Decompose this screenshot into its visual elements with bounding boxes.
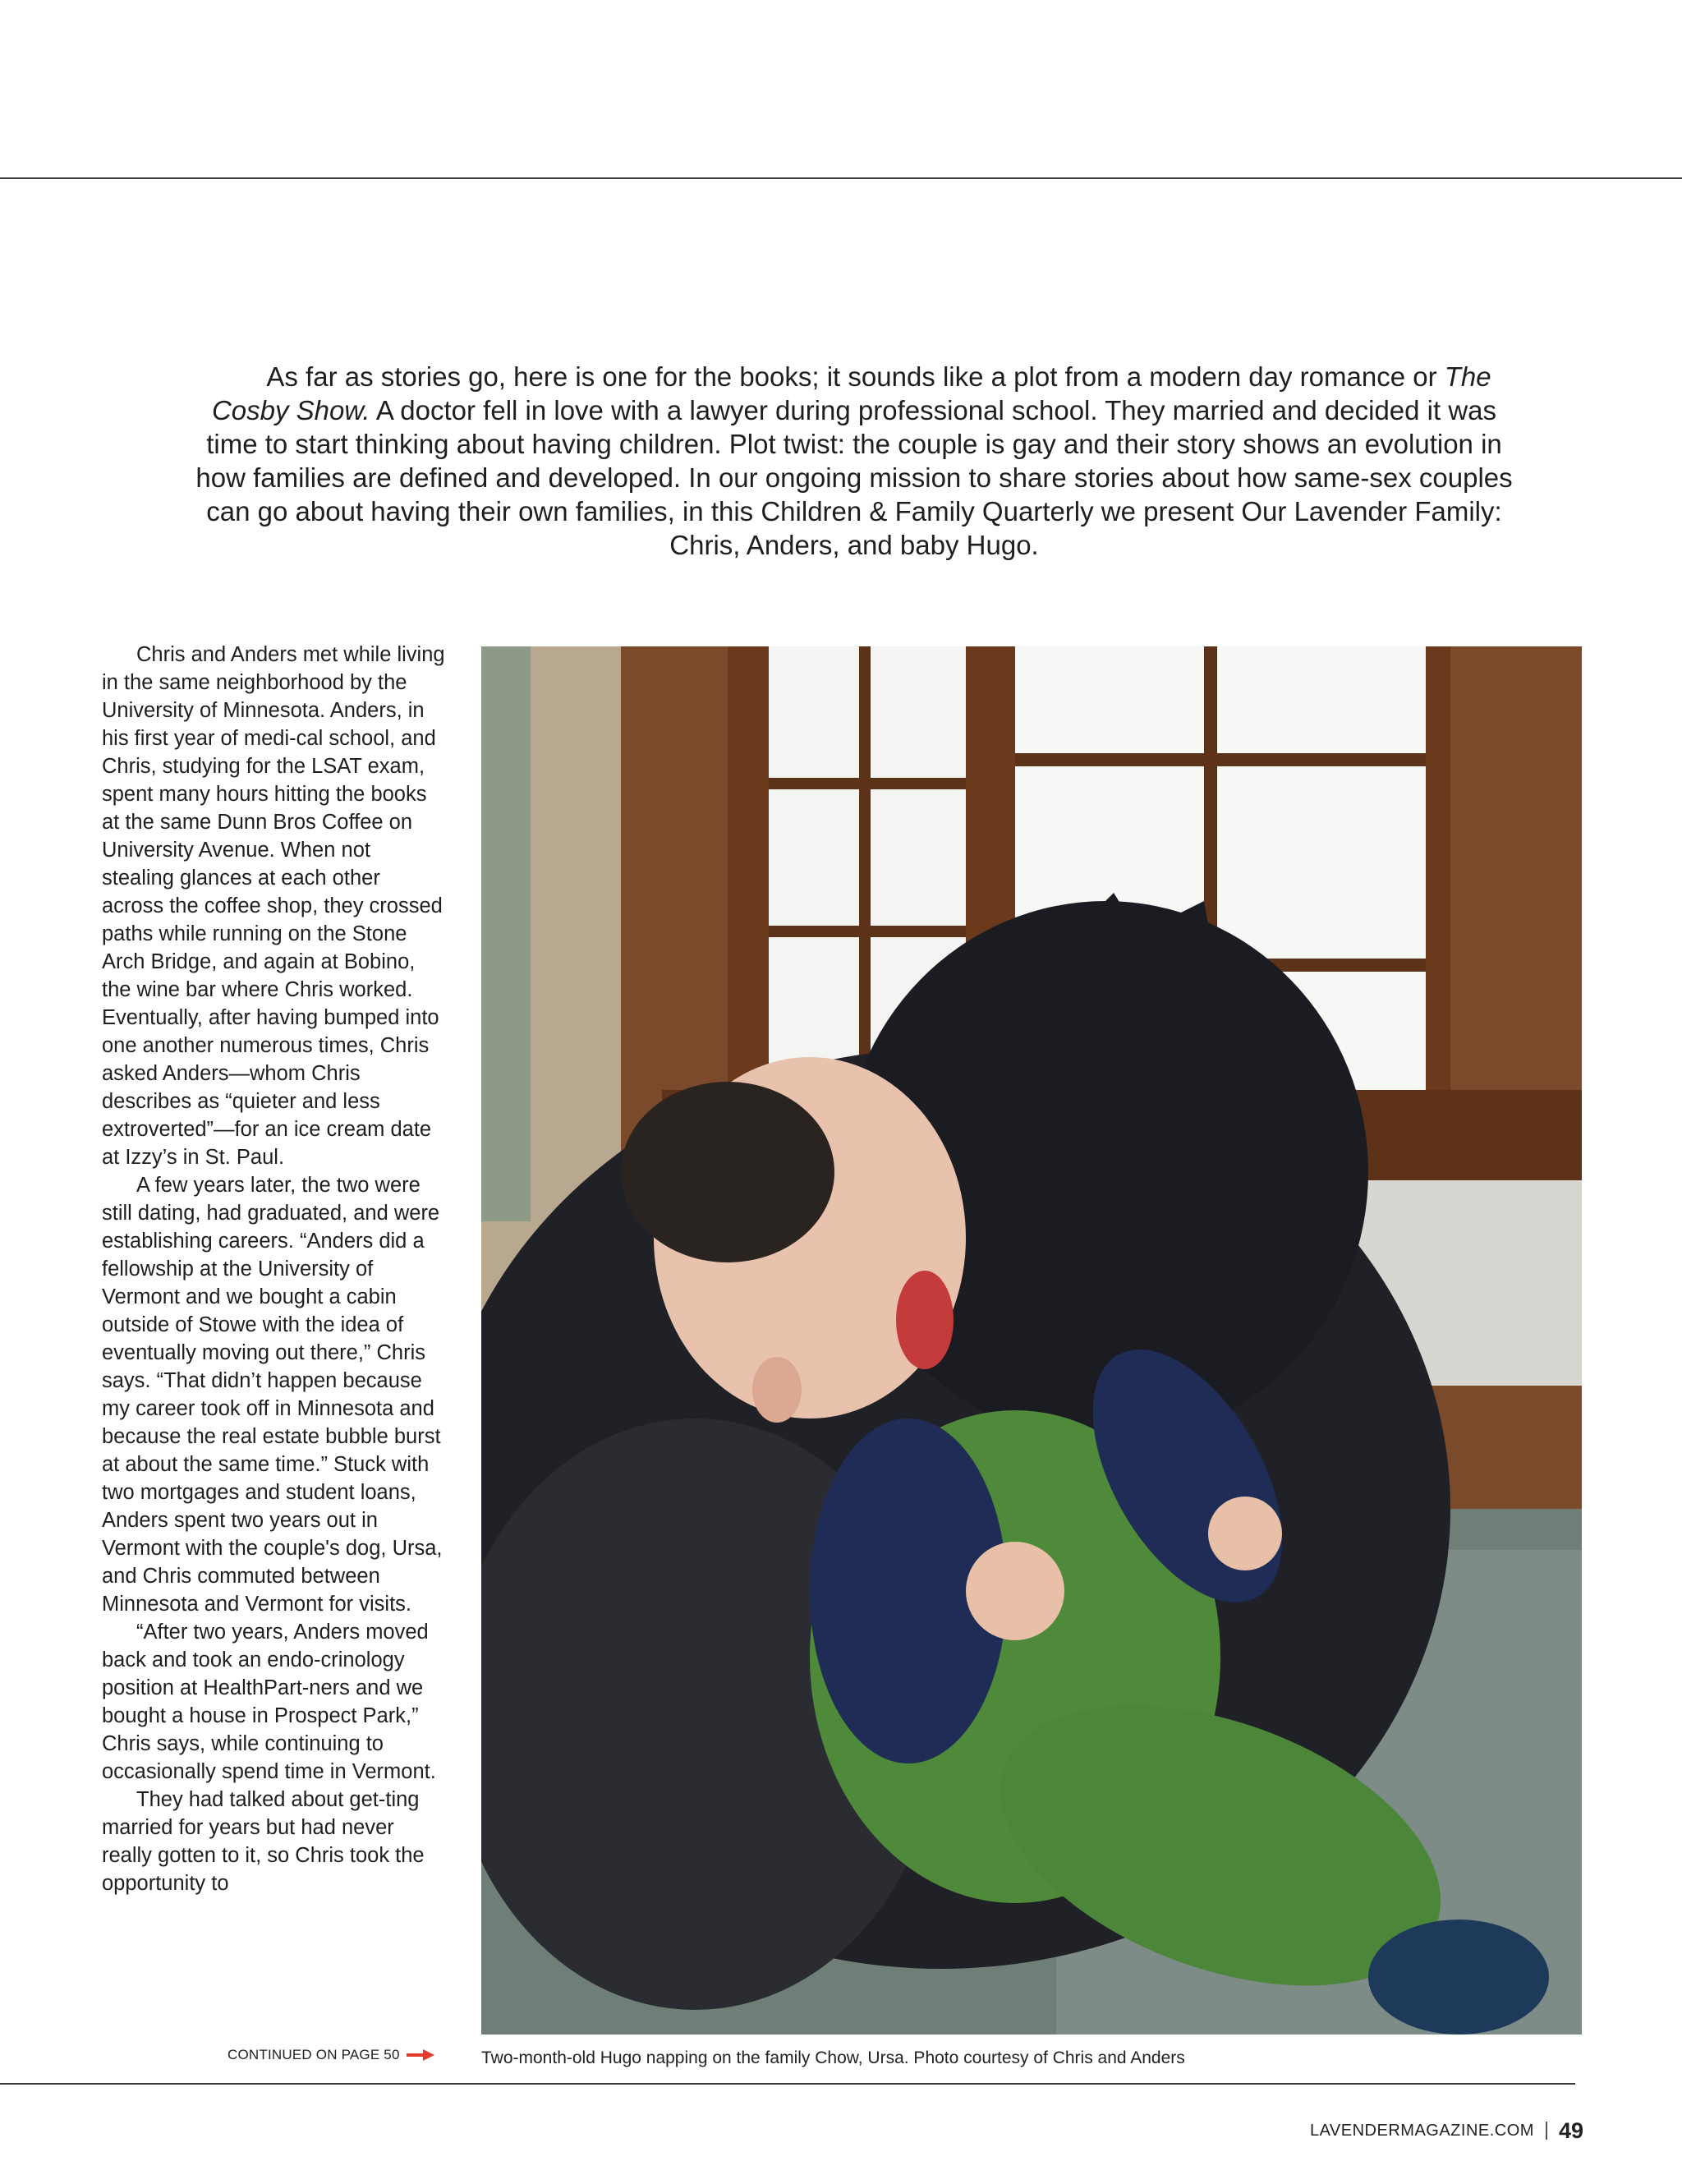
body-paragraph: Chris and Anders met while living in the same neighborhood by the University of Minnesota. Anders, in his first year of medi-cal school, and Chris, studying for the LSAT exam, spent many hours hitting the books at the same Dunn Bros Coffee on University Avenue. When not stealing glances at each other across the coffee shop, they crossed paths while running on the Stone Arch Bridge, and again at Bobino, the wine bar where Chris worked. Eventually, after having bumped into one another numerous times, Chris asked Anders—whom Chris describes as “quieter and less extroverted”—for an ice cream date at Izzy’s in St. Paul. xyxy=(102,643,445,1169)
photo-illustration xyxy=(481,646,1582,2035)
site-name[interactable]: LAVENDERMAGAZINE.COM xyxy=(1309,2121,1534,2140)
photo-caption: Two-month-old Hugo napping on the family Chow, Ursa. Photo courtesy of Chris and Anders xyxy=(481,2048,1185,2067)
footer-divider xyxy=(1546,2122,1547,2140)
intro-text-2: A doctor fell in love with a lawyer during professional school. They married and decided it was time to start thinking about having children. Plot twist: the couple is gay and their story shows an evolution in how families are defined and developed. In our ongoing mission to share stories about how same-sex couples can go about having their own families, in this Children & Family Quarterly we present Our Lavender Family: Chris, Anders, and baby Hugo. xyxy=(195,395,1513,560)
intro-dek xyxy=(189,360,1519,562)
intro-text-1: As far as stories go, here is one for the books; it sounds like a plot from a modern day romance or xyxy=(266,361,1445,392)
continued-label: CONTINUED ON PAGE 50 xyxy=(227,2047,400,2062)
intro-paragraph xyxy=(189,360,1519,562)
top-rule xyxy=(0,177,1682,179)
body-paragraph: A few years later, the two were still dating, had graduated, and were establishing careers. “Anders did a fellowship at the University of Vermont and we bought a cabin outside of Stowe with the idea of eventually moving out there,” Chris says. “That didn’t happen because my career took off in Minnesota and because the real estate bubble burst at about the same time.” Stuck with two mortgages and student loans, Anders spent two years out in Vermont with the couple's dog, Ursa, and Chris commuted between Minnesota and Vermont for visits. xyxy=(102,1174,443,1616)
baby-and-dog-photo xyxy=(481,646,1582,2035)
body-paragraph: “After two years, Anders moved back and took an endo-crinology position at HealthPart-ners and we bought a house in Prospect Park,” Chris says, while continuing to occasionally spend time in Vermont. xyxy=(102,1621,436,1783)
body-paragraph: They had talked about get-ting married for years but had never really gotten to it, so Chris took the opportunity to xyxy=(102,1788,425,1895)
page-number: 49 xyxy=(1558,2117,1583,2143)
arrow-right-icon xyxy=(407,2049,434,2061)
article-body-column xyxy=(102,641,447,1897)
show-title: The Cosby Show. xyxy=(211,361,1491,425)
continued-link[interactable] xyxy=(227,2045,434,2065)
bottom-rule xyxy=(0,2083,1575,2085)
page-footer xyxy=(1310,2114,1583,2147)
